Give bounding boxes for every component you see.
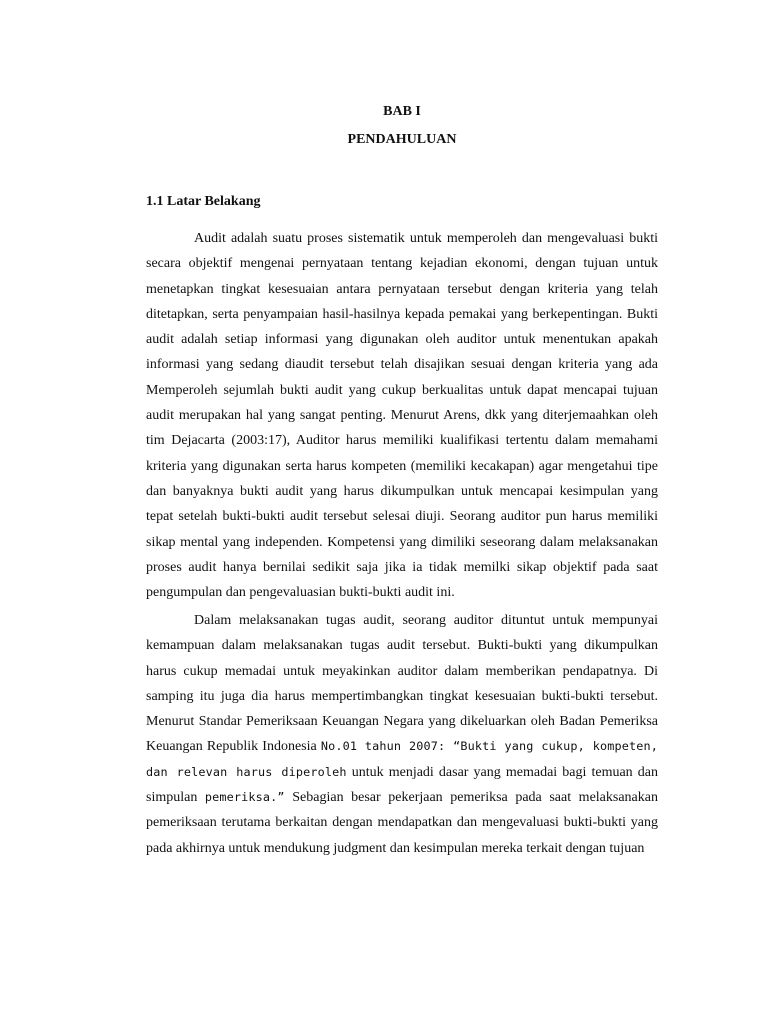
quoted-standard-text: No.01 tahun 2007: “Bukti yang cukup, kompeten, dan relevan harus diperoleh (146, 739, 659, 779)
section-heading: 1.1 Latar Belakang (146, 194, 261, 209)
paragraph-2-intro-text: Dalam melaksanakan tugas audit, seorang auditor dituntut untuk mempunyai kemampuan dalam melaksanakan tugas audit tersebut. Bukti-bukti yang dikumpulkan harus cukup memadai untuk meyakinkan auditor dalam memberikan pendapatnya. Di samping itu juga dia harus mempertimbangkan tingkat kesesuaian bukti-bukti tersebut. Menurut Standar Pemeriksaan Keuangan Negara yang dikeluarkan oleh Badan Pemeriksa Keuangan Republik Indonesia (146, 613, 658, 755)
body-paragraph-1: Audit adalah suatu proses sistematik untuk memperoleh dan mengevaluasi bukti secara objektif mengenai pernyataan tentang kejadian ekonomi, dengan tujuan untuk menetapkan tingkat kesesuaian antara pernyataan tersebut dengan kriteria yang telah ditetapkan, serta penyampaian hasil-hasilnya kepada pemakai yang berkepentingan. Bukti audit adalah setiap informasi yang digunakan oleh auditor untuk menentukan apakah informasi yang sedang diaudit tersebut telah disajikan sesuai dengan kriteria yang ada Memperoleh sejumlah bukti audit yang cukup berkualitas untuk dapat mencapai tujuan audit merupakan hal yang sangat penting. Menurut Arens, dkk yang diterjemaahkan oleh tim Dejacarta (2003:17), Auditor harus memiliki kualifikasi tertentu dalam memahami kriteria yang digunakan serta harus kompeten (memiliki kecakapan) agar mengetahui tipe dan banyaknya bukti audit yang harus dikumpulkan untuk mencapai kesimpulan yang tepat setelah bukti-bukti audit tersebut selesai diuji. Seorang auditor pun harus memiliki sikap mental yang independen. Kompetensi yang dimiliki seseorang dalam melaksanakan proses audit hanya bernilai sedikit saja jika ia tidak memilki sikap objektif pada saat pengumpulan dan pengevaluasian bukti-bukti audit ini. (146, 231, 658, 601)
chapter-label: BAB I (383, 104, 421, 119)
quoted-standard-ending: pemeriksa.” (204, 790, 285, 805)
body-paragraph-2 (146, 608, 658, 861)
paragraph-2-closing-text: Sebagian besar pekerjaan pemeriksa pada saat melaksanakan pemeriksaan terutama berkaitan dengan mendapatkan dan mengevaluasi bukti-bukti yang pada akhirnya untuk mendukung judgment dan kesimpulan mereka terkait dengan tujuan (146, 790, 658, 856)
chapter-title: PENDAHULUAN (347, 132, 457, 147)
paragraph-2-quote-continuation: untuk menjadi dasar yang memadai bagi temuan dan simpulan (146, 764, 658, 806)
